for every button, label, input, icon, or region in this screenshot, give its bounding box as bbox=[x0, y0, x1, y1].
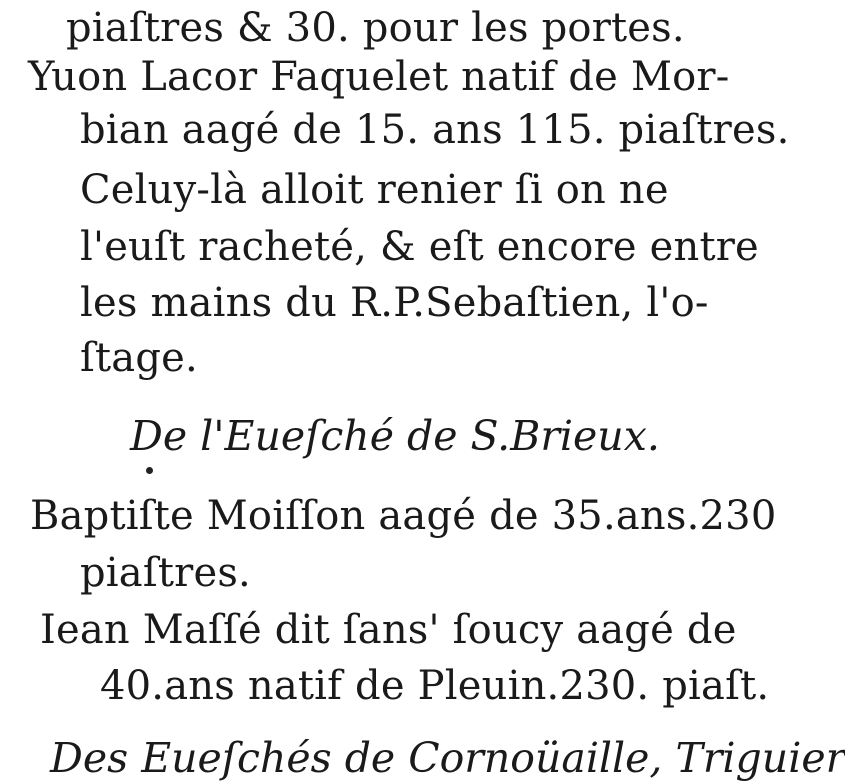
text-line-8: Baptiſte Moiſſon aagé de 35.ans.230 bbox=[30, 493, 777, 539]
section-heading-saint-brieuc: De l'Eueſché de S.Brieux. bbox=[130, 412, 660, 460]
text-line-11: 40.ans natif de Pleuin.230. piaſt. bbox=[100, 663, 770, 709]
text-line-10: Iean Maſſé dit ſans' ſoucy aagé de bbox=[40, 607, 737, 653]
text-line-7: ſtage. bbox=[80, 335, 198, 381]
text-line-5: l'euſt racheté, & eſt encore entre bbox=[80, 224, 759, 270]
text-line-1: piaſtres & 30. pour les portes. bbox=[66, 5, 685, 51]
ink-speck bbox=[146, 467, 153, 474]
text-line-4: Celuy-là alloit renier ſi on ne bbox=[80, 167, 669, 213]
text-line-2: Yuon Lacor Faquelet natif de Mor- bbox=[28, 54, 730, 100]
text-line-9: piaſtres. bbox=[80, 550, 251, 596]
section-heading-cornouaille: Des Eueſchés de Cornoüaille, Triguier bbox=[50, 734, 845, 782]
text-line-3: bian aagé de 15. ans 115. piaſtres. bbox=[80, 107, 790, 153]
text-line-6: les mains du R.P.Sebaſtien, l'o- bbox=[80, 280, 709, 326]
